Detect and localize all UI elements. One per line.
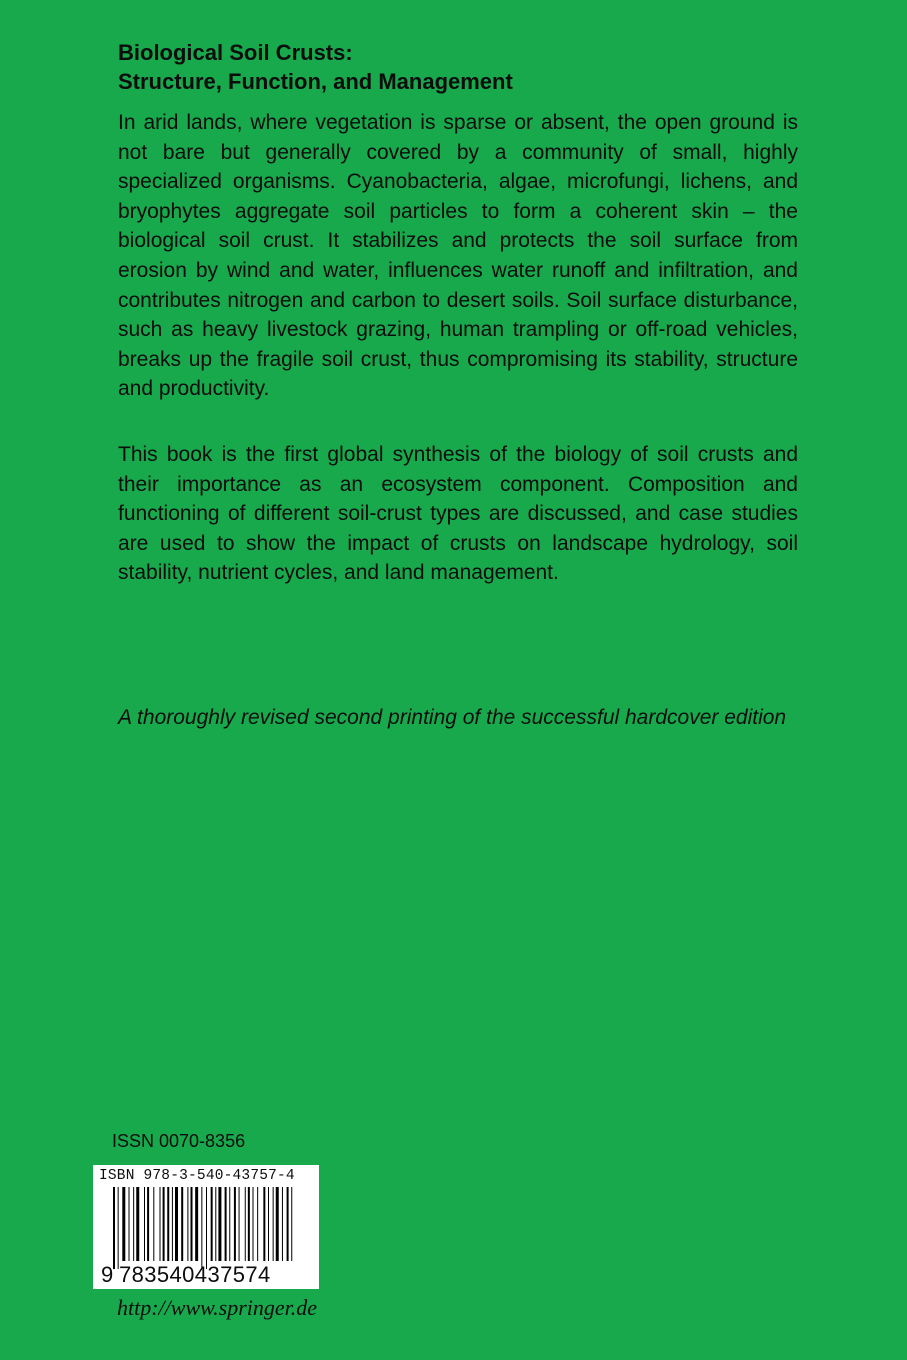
barcode-bar — [282, 1187, 283, 1261]
barcode-bar — [257, 1187, 258, 1261]
barcode-bar — [144, 1187, 145, 1261]
barcode-bar — [276, 1187, 279, 1261]
barcode-bar — [147, 1187, 149, 1261]
edition-note: A thoroughly revised second printing of the successful hardcover edition — [118, 706, 787, 729]
barcode-bar — [175, 1187, 178, 1261]
barcode-bar — [191, 1187, 193, 1261]
barcode-bar — [234, 1187, 236, 1261]
barcode-bar — [153, 1187, 154, 1261]
barcode-bar — [122, 1187, 125, 1261]
title-line-2: Structure, Function, and Management — [118, 69, 513, 94]
barcode-bar — [160, 1187, 161, 1261]
barcode-bar — [195, 1187, 198, 1261]
barcode-bar — [225, 1187, 227, 1261]
isbn-label: ISBN 978-3-540-43757-4 — [99, 1168, 295, 1184]
description-paragraph-1: In arid lands, where vegetation is sparse or absent, the open ground is not bare but generally covered by a community of small, highly specialized organisms. Cyanobacteria, algae, microfungi, lichens, and bryophytes aggregate soil particles to form a coherent skin – the biological soil crust. It stabilizes and protects the soil surface from erosion by wind and water, influences water runoff and infiltration, and contributes nitrogen and carbon to desert soils. Soil surface disturbance, such as heavy livestock grazing, human trampling or off-road vehicles, breaks up the fragile soil crust, thus compromising its stability, structure and productivity. — [118, 111, 798, 401]
description-paragraph-2: This book is the first global synthesis of the biology of soil crusts and their importance as an ecosystem component. Composition and functioning of different soil-crust types are discussed, and case studies are used to show the impact of crusts on landscape hydrology, soil stability, nutrient cycles, and land management. — [118, 443, 798, 585]
barcode-bar — [167, 1187, 169, 1261]
barcode-bar — [239, 1187, 240, 1261]
barcode-bar — [211, 1187, 213, 1261]
barcode-bar — [229, 1187, 230, 1261]
barcode-bar — [273, 1187, 274, 1261]
barcode-bar — [287, 1187, 289, 1261]
barcode-bar — [163, 1187, 165, 1261]
barcode-bar — [253, 1187, 254, 1261]
barcode-bar — [263, 1187, 265, 1261]
barcode-bar — [113, 1187, 115, 1269]
publisher-url[interactable]: http://www.springer.de — [117, 1295, 318, 1320]
title-line-1: Biological Soil Crusts: — [118, 40, 353, 65]
barcode-bar — [181, 1187, 183, 1261]
barcode-bar — [172, 1187, 173, 1261]
barcode-bar — [248, 1187, 250, 1261]
barcode-bar — [133, 1187, 134, 1261]
barcode-bar — [136, 1187, 139, 1261]
barcode-bar — [245, 1187, 246, 1261]
barcode-bar — [206, 1187, 207, 1269]
barcode-bar — [201, 1187, 202, 1269]
barcode-bar — [268, 1187, 269, 1261]
barcode-bar — [291, 1187, 292, 1261]
barcode-first-digit: 9 — [101, 1262, 114, 1287]
barcode-bar — [129, 1187, 130, 1261]
isbn-barcode — [93, 1165, 319, 1289]
issn-number: ISSN 0070-8356 — [112, 1131, 246, 1151]
barcode-bar — [187, 1187, 188, 1261]
barcode-bar — [218, 1187, 221, 1261]
book-title — [118, 38, 808, 96]
barcode-digits: 783540437574 — [119, 1262, 271, 1287]
barcode-bar — [215, 1187, 216, 1261]
barcode-bar — [118, 1187, 119, 1269]
